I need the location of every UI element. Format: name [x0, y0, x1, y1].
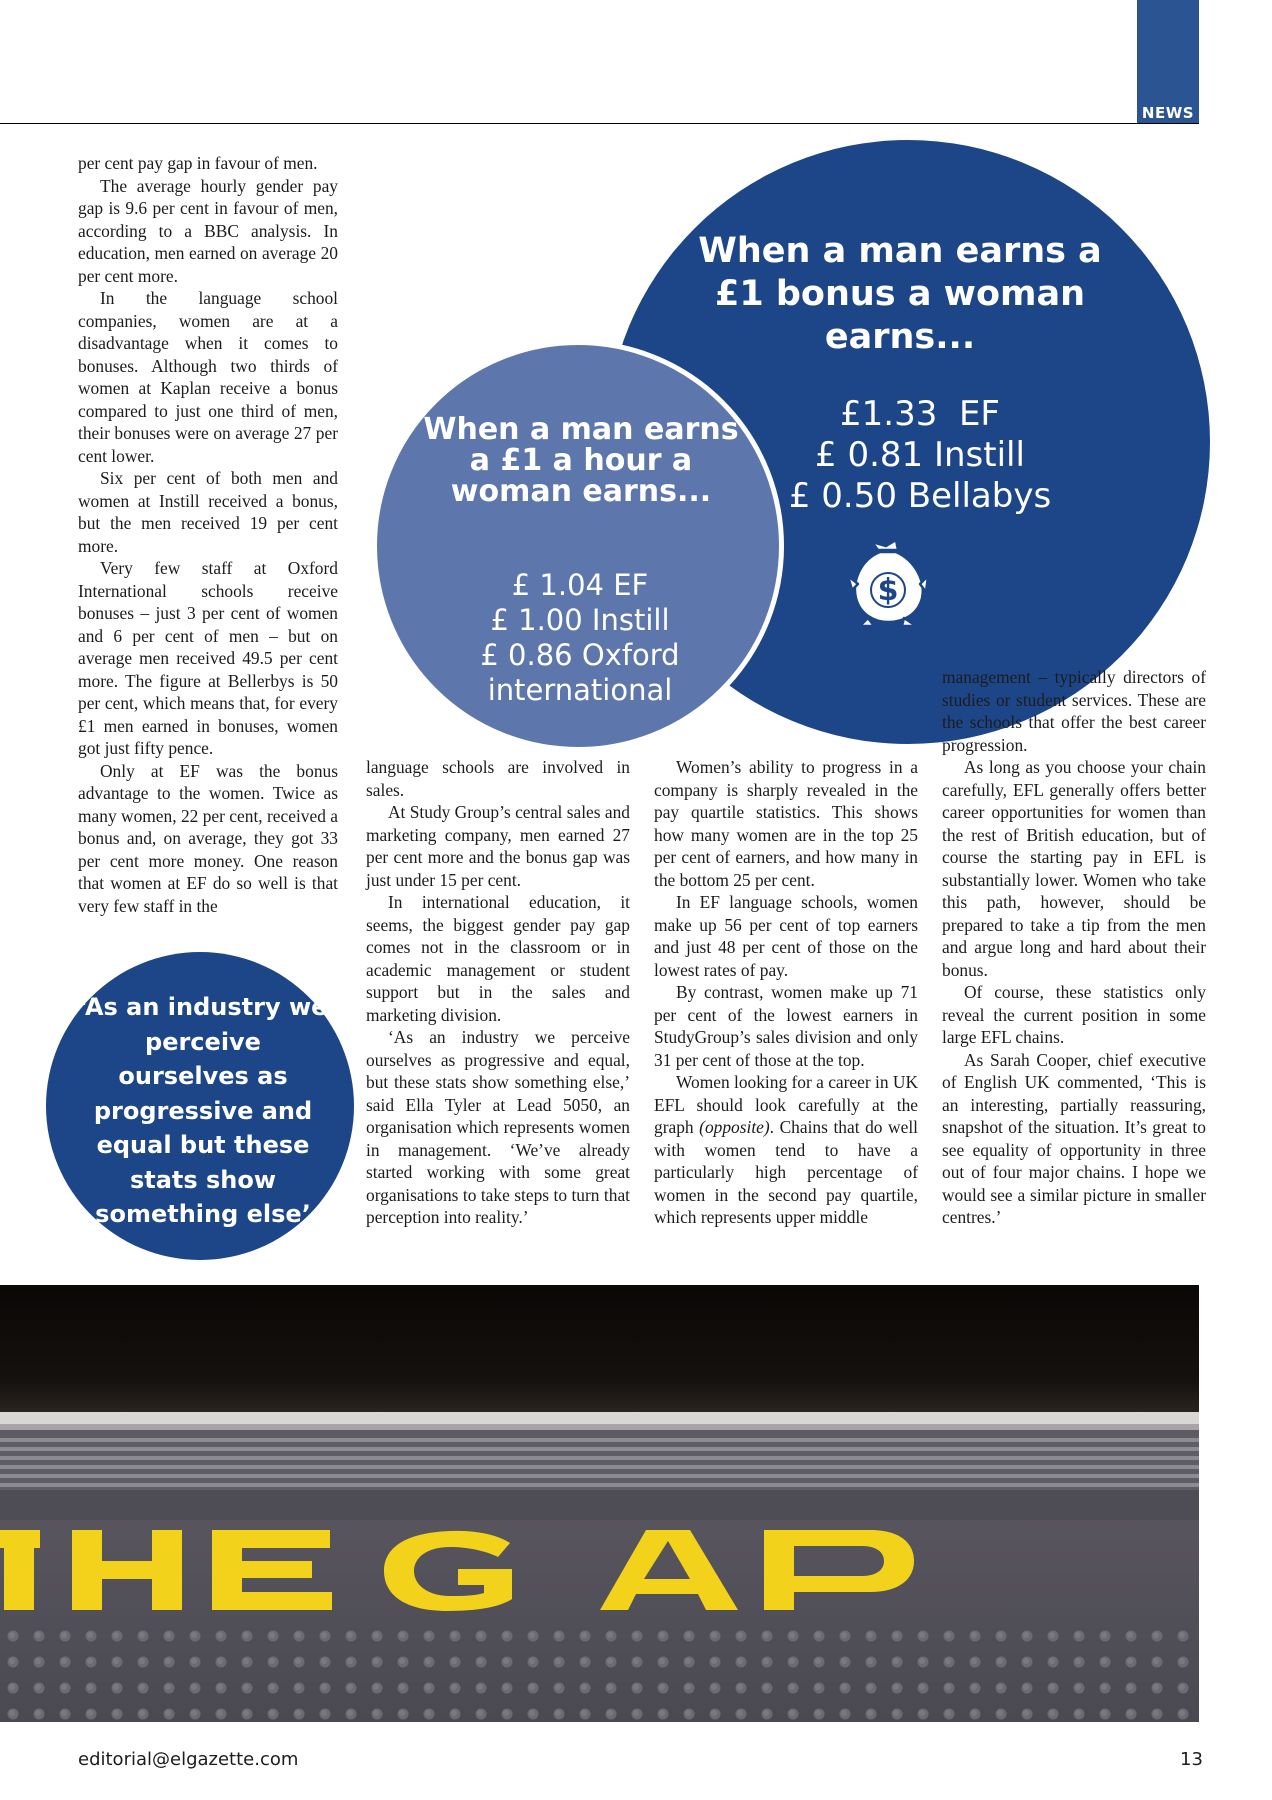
article-column-4	[942, 666, 1206, 1229]
pull-quote: ‘As an industry we perceive ourselves as progressive and equal but these stats show something else’	[78, 993, 328, 1228]
header-rule	[0, 123, 1199, 124]
paragraph: By contrast, women make up 71 per cent of the lowest earners in StudyGroup’s sales division and only 31 per cent of those at the top.	[654, 982, 918, 1070]
hourly-circle-values	[430, 568, 730, 708]
bonus-circle-title: When a man earns a £1 bonus a woman earns...	[698, 231, 1102, 357]
paragraph: Only at EF was the bonus advantage to the women. Twice as many women, 22 per cent, received a bonus and, on average, they got 33 per cent more money. One reason that women at EF do so well is that very few staff in the	[78, 760, 338, 916]
page-number: 13	[1180, 1749, 1203, 1770]
paragraph: In the language school companies, women are at a disadvantage when it comes to bonuses. Although two thirds of women at Kaplan receive a bonus compared to just one third of men, their bonuses were on average 27 per cent lower.	[78, 288, 338, 466]
bonus-value-instill: £ 0.81 Instill	[815, 435, 1025, 475]
footer-email: editorial@elgazette.com	[78, 1749, 299, 1770]
paragraph: ‘As an industry we perceive ourselves as progressive and equal, but these stats show something else,’ said Ella Tyler at Lead 5050, an organisation which represents women in management. ‘We’ve already started working with some great organisations to take steps to turn that perception into reality.’	[366, 1027, 630, 1227]
paragraph: language schools are involved in sales.	[366, 757, 630, 800]
platform-illustration	[0, 1285, 1199, 1722]
bonus-value-bellabys: £ 0.50 Bellabys	[788, 476, 1052, 516]
paragraph	[654, 1071, 918, 1229]
paragraph: Women’s ability to progress in a company is sharply revealed in the pay quartile statistics. This shows how many women are in the top 25 per cent of earners, and how many in the bottom 25 per cent.	[654, 757, 918, 890]
article-column-2	[366, 756, 630, 1229]
paragraph: As long as you choose your chain carefully, EFL generally offers better career opportunities for women than the rest of British education, but of course the starting pay in EFL is substantially lower. Women who take this path, however, should be prepared to take a tip from the men and argue long and hard about their bonus.	[942, 757, 1206, 980]
money-bag-icon	[846, 538, 930, 630]
paragraph: Very few staff at Oxford International schools receive bonuses – just 3 per cent of women and 6 per cent of men – but on average men received 49.5 per cent more. The figure at Bellerbys is 50 per cent, which means that, for every £1 men earned in bonuses, women got just fifty pence.	[78, 558, 338, 758]
svg-text:$: $	[877, 573, 899, 608]
hourly-value-ef: £ 1.04 EF	[511, 568, 649, 602]
paragraph: As Sarah Cooper, chief executive of English UK commented, ‘This is an interesting, partially reassuring, snapshot of the situation. It’s great to see equality of opportunity in three out of four major chains. I hope we would see a similar picture in smaller centres.’	[942, 1049, 1206, 1227]
bonus-circle-values	[760, 394, 1080, 517]
article-column-3	[654, 756, 918, 1229]
paragraph: The average hourly gender pay gap is 9.6 per cent in favour of men, according to a BBC analysis. In education, men earned on average 20 per cent more.	[78, 175, 338, 286]
paragraph: In international education, it seems, the biggest gender pay gap comes not in the classroom or in academic management or student support but in the sales and marketing division.	[366, 892, 630, 1025]
bonus-value-ef: £1.33 EF	[840, 394, 1000, 434]
article-column-1	[78, 152, 338, 917]
paragraph: management – typically directors of studies or student services. These are the schools that offer the best career progression.	[942, 667, 1206, 755]
mind-the-gap-photo	[0, 1285, 1199, 1722]
hourly-circle-title: When a man earns a £1 a hour a woman earns...	[423, 412, 739, 509]
paragraph: Of course, these statistics only reveal the current position in some large EFL chains.	[942, 982, 1206, 1047]
paragraph: At Study Group’s central sales and marketing company, men earned 27 per cent more and the bonus gap was just under 15 per cent.	[366, 802, 630, 890]
paragraph: In EF language schools, women make up 56 per cent of top earners and just 48 per cent of those on the lowest rates of pay.	[654, 892, 918, 980]
hourly-value-instill: £ 1.00 Instill	[490, 603, 670, 637]
text-run-italic: (opposite)	[699, 1117, 770, 1137]
hourly-value-oxford: £ 0.86 Oxford international	[480, 638, 680, 707]
paragraph: per cent pay gap in favour of men.	[78, 153, 318, 173]
section-tab-news: NEWS	[1137, 0, 1199, 124]
text-run: . Chains that do well with women tend to have a particularly high percentage of women in the second pay quartile, which represents upper middle	[654, 1117, 918, 1227]
paragraph: Six per cent of both men and women at Instill received a bonus, but the men received 19 per cent more.	[78, 468, 338, 556]
text-run: Women looking for a career in UK EFL should look carefully at the graph	[654, 1072, 918, 1137]
